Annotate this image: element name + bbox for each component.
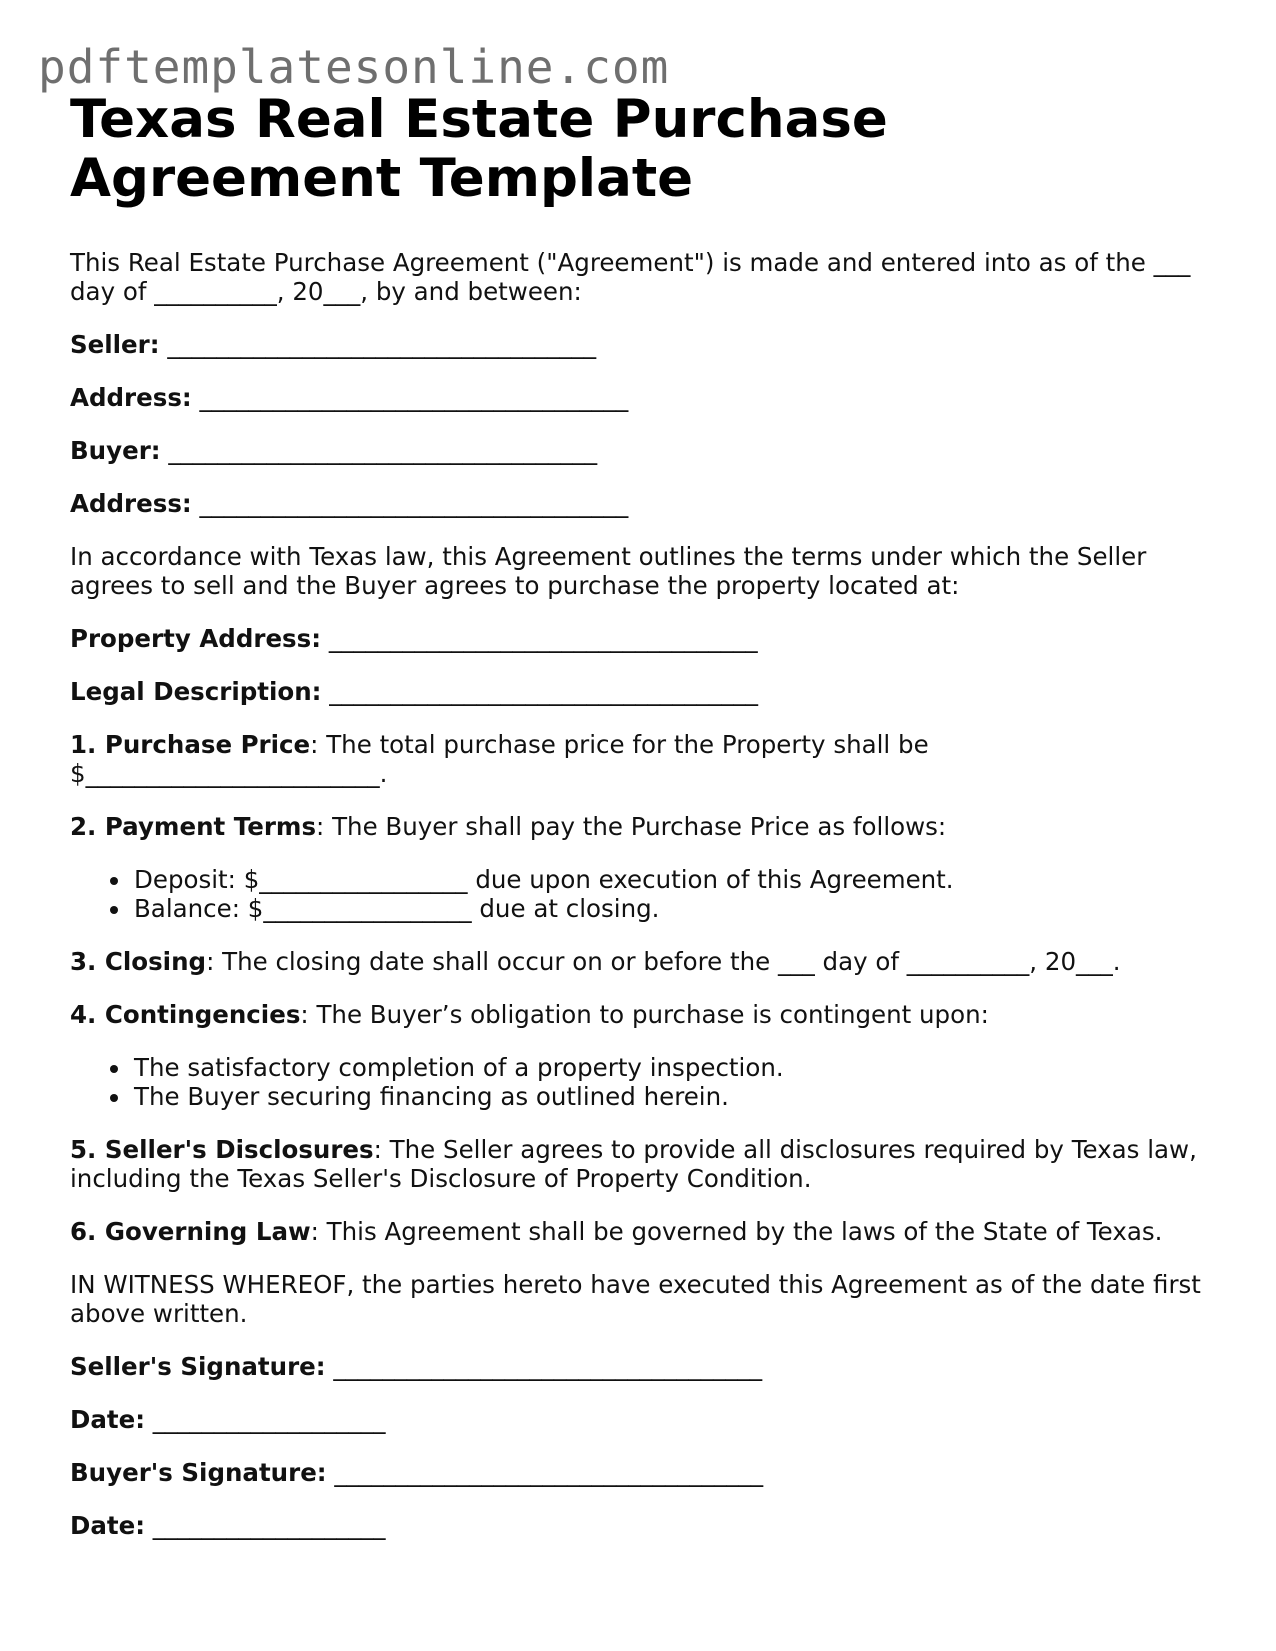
seller-signature-field — [70, 1352, 1220, 1381]
section-heading: 4. Contingencies — [70, 1000, 301, 1029]
section-contingencies — [70, 1000, 1220, 1029]
contingencies-list — [70, 1053, 1220, 1111]
list-item: • Deposit: $_________________ due upon execution of this Agreement. — [132, 865, 1220, 894]
seller-address-blank: ___________________________________ — [199, 383, 629, 412]
witness-paragraph: IN WITNESS WHEREOF, the parties hereto have executed this Agreement as of the date first above written. — [70, 1270, 1201, 1328]
section-heading: 5. Seller's Disclosures — [70, 1135, 374, 1164]
seller-date-label: Date: — [70, 1405, 145, 1434]
legal-description-label: Legal Description: — [70, 677, 322, 706]
section-disclosures — [70, 1135, 1220, 1193]
buyer-signature-blank: ___________________________________ — [334, 1458, 764, 1487]
seller-date-field — [70, 1405, 1220, 1434]
payment-terms-list — [70, 865, 1220, 923]
section-text: : The Buyer’s obligation to purchase is contingent upon: — [300, 1000, 989, 1029]
seller-date-blank: ___________________ — [152, 1405, 386, 1434]
seller-address-field — [70, 383, 1220, 412]
document-body — [70, 90, 1220, 1540]
buyer-date-field — [70, 1511, 1220, 1540]
section-heading: 3. Closing — [70, 947, 207, 976]
intro-paragraph: This Real Estate Purchase Agreement ("Agreement") is made and entered into as of the ___ day of __________, 20___, by and between: — [70, 248, 1191, 306]
section-text: : The Seller agrees to provide all disclosures required by Texas law, including the Texas Seller's Disclosure of Property Condition. — [70, 1135, 1197, 1193]
section-heading: 6. Governing Law — [70, 1217, 311, 1246]
section-text: : This Agreement shall be governed by the laws of the State of Texas. — [310, 1217, 1163, 1246]
buyer-blank: ___________________________________ — [168, 436, 598, 465]
property-address-field — [70, 624, 1220, 653]
buyer-field — [70, 436, 1220, 465]
buyer-date-label: Date: — [70, 1511, 145, 1540]
terms-intro-paragraph: In accordance with Texas law, this Agreement outlines the terms under which the Seller agrees to sell and the Buyer agrees to purchase the property located at: — [70, 542, 1147, 600]
seller-signature-label: Seller's Signature: — [70, 1352, 326, 1381]
watermark: pdftemplatesonline.com — [38, 40, 670, 94]
buyer-address-field — [70, 489, 1220, 518]
section-text: : The closing date shall occur on or before the ___ day of __________, 20___. — [206, 947, 1121, 976]
buyer-label: Buyer: — [70, 436, 161, 465]
document-title: Texas Real Estate Purchase Agreement Template — [70, 89, 888, 209]
list-item: • The satisfactory completion of a property inspection. — [132, 1053, 1220, 1082]
section-payment-terms — [70, 812, 1220, 841]
list-item: • Balance: $_________________ due at closing. — [132, 894, 1220, 923]
seller-signature-blank: ___________________________________ — [333, 1352, 763, 1381]
list-item: • The Buyer securing financing as outlined herein. — [132, 1082, 1220, 1111]
section-heading: 2. Payment Terms — [70, 812, 317, 841]
property-address-blank: ___________________________________ — [328, 624, 758, 653]
buyer-signature-label: Buyer's Signature: — [70, 1458, 327, 1487]
legal-description-field — [70, 677, 1220, 706]
buyer-address-blank: ___________________________________ — [199, 489, 629, 518]
section-heading: 1. Purchase Price — [70, 730, 311, 759]
section-governing-law — [70, 1217, 1220, 1246]
section-purchase-price — [70, 730, 1220, 788]
seller-blank: ___________________________________ — [167, 330, 597, 359]
seller-field — [70, 330, 1220, 359]
buyer-signature-field — [70, 1458, 1220, 1487]
property-address-label: Property Address: — [70, 624, 322, 653]
seller-address-label: Address: — [70, 383, 192, 412]
section-text: : The Buyer shall pay the Purchase Price as follows: — [316, 812, 947, 841]
section-closing — [70, 947, 1220, 976]
buyer-date-blank: ___________________ — [152, 1511, 386, 1540]
buyer-address-label: Address: — [70, 489, 192, 518]
seller-label: Seller: — [70, 330, 160, 359]
legal-description-blank: ___________________________________ — [329, 677, 759, 706]
section-text: : The total purchase price for the Property shall be $________________________. — [70, 730, 929, 788]
